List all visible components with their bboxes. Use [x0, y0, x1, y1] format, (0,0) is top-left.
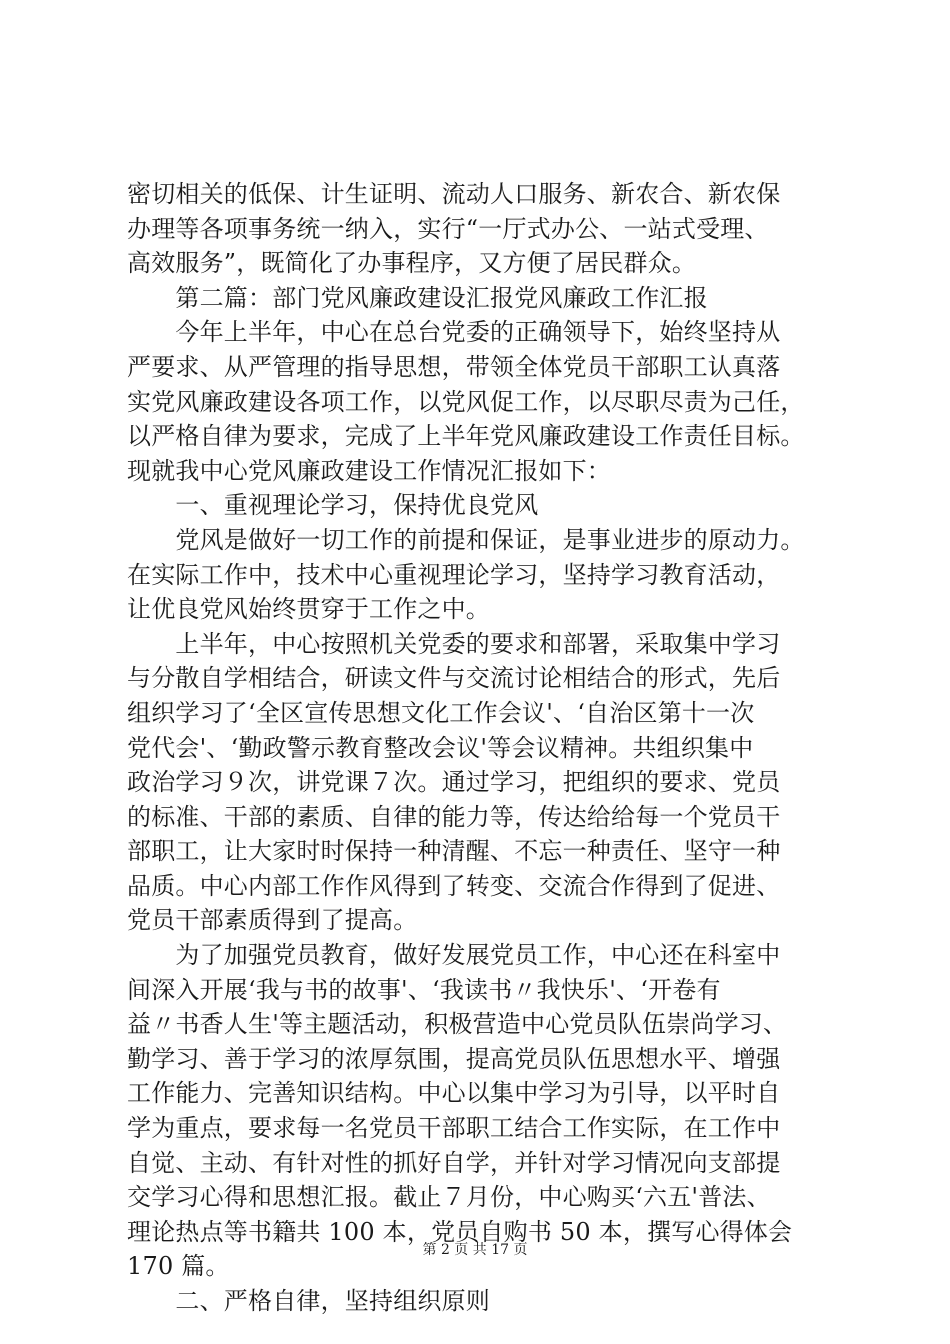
text-line: 党员干部素质得到了提高。 — [127, 906, 418, 935]
text-line: 实党风廉政建设各项工作，以党风促工作，以尽职尽责为己任， — [127, 387, 805, 416]
text-line: 部职工，让大家时时保持一种清醒、不忘一种责任、坚守一种 — [127, 837, 781, 866]
text-line: 交学习心得和思想汇报。截止７月份，中心购买‘六五'普法、 — [127, 1183, 771, 1212]
text-line: 益〃书香人生'等主题活动，积极营造中心党员队伍崇尚学习、 — [127, 1010, 788, 1039]
text-line: 品质。中心内部工作作风得到了转变、交流合作得到了促进、 — [127, 871, 781, 900]
text-line: 政治学习９次，讲党课７次。通过学习，把组织的要求、党员 — [127, 768, 781, 797]
text-line: 自觉、主动、有针对性的抓好自学，并针对学习情况向支部提 — [127, 1148, 781, 1177]
text-line: 与分散自学相结合，研读文件与交流讨论相结合的形式，先后 — [127, 664, 781, 693]
text-line: 党代会'、‘勤政警示教育整改会议'等会议精神。共组织集中 — [127, 733, 754, 762]
text-line: 今年上半年，中心在总台党委的正确领导下，始终坚持从 — [127, 318, 781, 347]
text-line: 间深入开展‘我与书的故事'、‘我读书〃我快乐'、‘开卷有 — [127, 975, 721, 1004]
text-line: 组织学习了‘全区宣传思想文化工作会议'、‘自治区第十一次 — [127, 698, 755, 727]
text-line: 的标准、干部的素质、自律的能力等，传达给给每一个党员干 — [127, 802, 781, 831]
text-line: 现就我中心党风廉政建设工作情况汇报如下： — [127, 456, 611, 485]
text-line: 严要求、从严管理的指导思想，带领全体党员干部职工认真落 — [127, 352, 781, 381]
subheading: 一、重视理论学习，保持优良党风 — [127, 491, 539, 520]
text-line: 理论热点等书籍共 100 本，党员自购书 50 本，撰写心得体会 — [127, 1217, 793, 1246]
text-line: 密切相关的低保、计生证明、流动人口服务、新农合、新农保 — [127, 180, 781, 208]
text-line: 工作能力、完善知识结构。中心以集中学习为引导，以平时自 — [127, 1079, 781, 1108]
text-line: 为了加强党员教育，做好发展党员工作，中心还在科室中 — [127, 941, 781, 970]
text-line: 学为重点，要求每一名党员干部职工结合工作实际，在工作中 — [127, 1114, 781, 1143]
subheading: 二、严格自律，坚持组织原则 — [127, 1287, 490, 1315]
text-line: 党风是做好一切工作的前提和保证，是事业进步的原动力。 — [127, 525, 805, 554]
section-heading: 第二篇：部门党风廉政建设汇报党风廉政工作汇报 — [127, 283, 708, 312]
text-line: 高效服务”，既简化了办事程序，又方便了居民群众。 — [127, 249, 697, 278]
text-line: 让优良党风始终贯穿于工作之中。 — [127, 595, 490, 624]
text-line: 勤学习、善于学习的浓厚氛围，提高党员队伍思想水平、增强 — [127, 1044, 781, 1073]
document-body — [127, 177, 843, 1319]
text-line: 办理等各项事务统一纳入，实行“一厅式办公、一站式受理、 — [127, 214, 769, 243]
text-line: 在实际工作中，技术中心重视理论学习，坚持学习教育活动， — [127, 560, 781, 589]
text-line: 以严格自律为要求，完成了上半年党风廉政建设工作责任目标。 — [127, 422, 805, 451]
page-footer: 第 2 页 共 17 页 — [422, 1242, 528, 1258]
text-line: 170 篇。 — [127, 1252, 230, 1281]
text-line: 上半年，中心按照机关党委的要求和部署，采取集中学习 — [127, 629, 781, 658]
